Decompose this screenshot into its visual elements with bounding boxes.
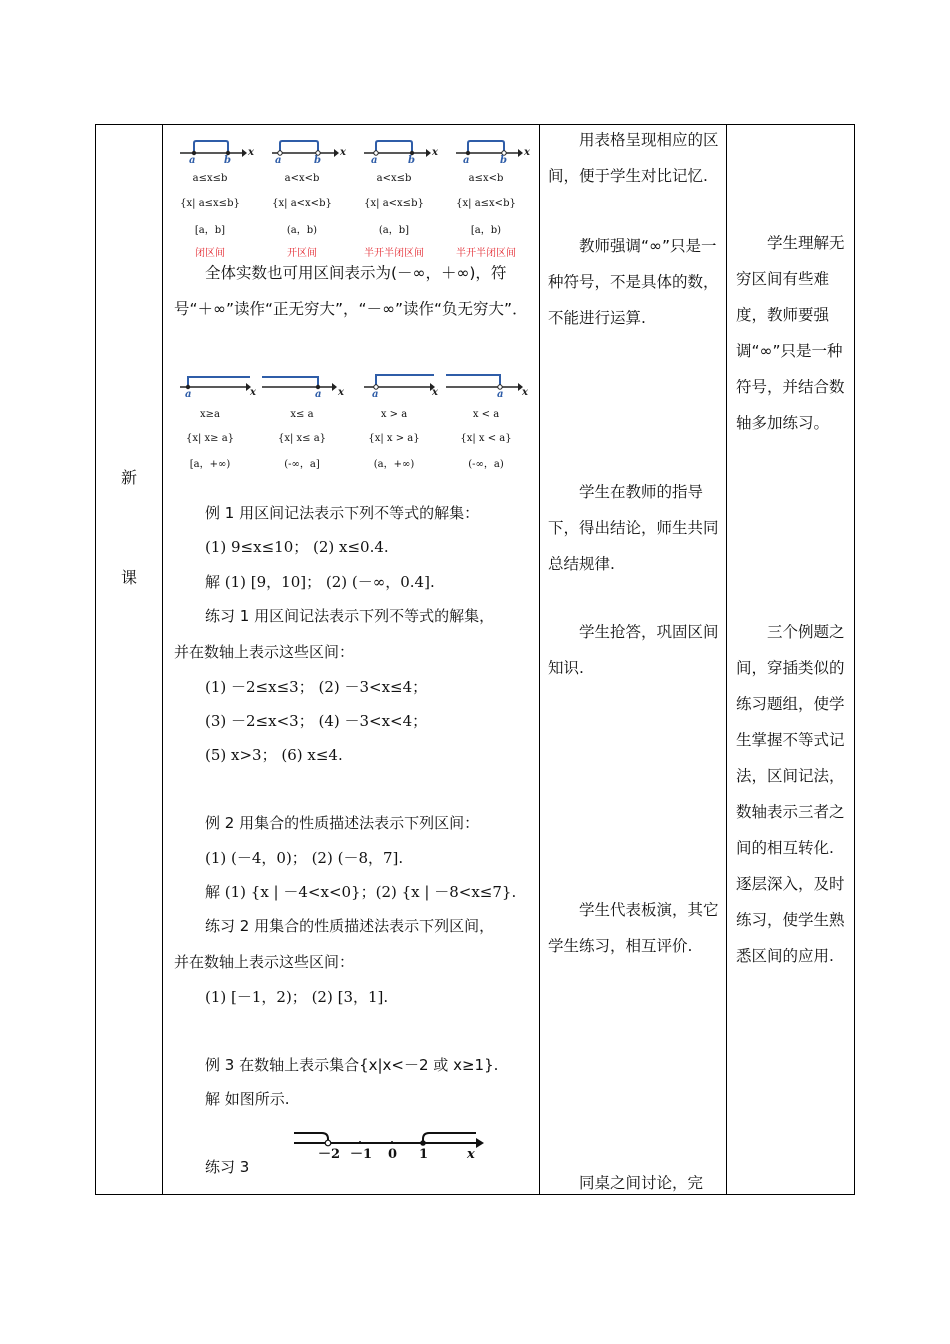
number-line-x-leq-a <box>262 377 337 391</box>
set-notation-label: {x| a≤x<b} <box>456 198 516 209</box>
activity-note-6: 同桌之间讨论，完 <box>579 1174 704 1192</box>
infinite-interval-figure <box>170 369 535 469</box>
design-note-1: 学生理解无穷区间有些难度，教师要强调“∞”只是一种符号，并结合数轴多加练习。 <box>736 234 845 432</box>
practice-1-line-1: (1) －2≤x≤3； (2) －3<x≤4； <box>205 678 428 696</box>
design-note-2: 三个例题之间，穿插类似的练习题组，使学生掌握不等式记法，区间记法，数轴表示三者之间的相互转化. 逐层深入，及时练习，使学生熟悉区间的应用. <box>736 623 845 965</box>
infinite-interval-number-lines <box>170 369 535 399</box>
axis-label-a: a <box>371 155 378 166</box>
axis-label-x: x <box>338 387 344 398</box>
set-notation-label: {x| a<x≤b} <box>364 198 424 209</box>
example-2-items: (1) (－4，0)； (2) (－8，7]. <box>205 849 404 867</box>
tick-label-neg2: －2 <box>318 1147 341 1162</box>
interval-notation-label: (a，+∞) <box>373 459 415 470</box>
activity-note-2: 教师强调“∞”只是一种符号，不是具体的数，不能进行运算. <box>548 237 719 327</box>
inequality-label: x < a <box>472 409 500 420</box>
tick-label-0: 0 <box>388 1147 398 1162</box>
main-content-column <box>162 125 539 1194</box>
activity-note-5: 学生代表板演，其它学生练习，相互评价. <box>548 901 719 955</box>
practice-1-line-3: (5) x>3； (6) x≤4. <box>205 746 343 764</box>
activity-note-4: 学生抢答，巩固区间知识. <box>548 623 719 677</box>
tick-label-neg1: －1 <box>350 1147 373 1162</box>
axis-label-x: x <box>248 147 254 158</box>
axis-label-x: x <box>432 387 438 398</box>
set-notation-label: {x| a≤x≤b} <box>180 198 240 209</box>
set-notation-label: {x| x > a} <box>368 433 420 444</box>
section-label-char-2: 课 <box>120 568 137 587</box>
example-1-items: (1) 9≤x≤10； (2) x≤0.4. <box>205 538 389 556</box>
interval-notation-label: [a，b] <box>194 225 226 236</box>
interval-type-label: 闭区间 <box>195 248 225 259</box>
example-3-solution: 解 如图所示. <box>205 1090 290 1108</box>
axis-label-a: a <box>497 389 504 400</box>
example-2-title: 例 2 用集合的性质描述法表示下列区间： <box>205 814 480 832</box>
inequality-label: x≥a <box>200 409 220 420</box>
column-divider-2 <box>539 125 540 1194</box>
practice-2-title: 练习 2 用集合的性质描述法表示下列区间， <box>205 917 495 935</box>
axis-label-b: b <box>408 155 415 166</box>
practice-3-title: 练习 3 <box>205 1158 250 1176</box>
tick-label-x: x <box>467 1147 475 1162</box>
axis-label-x: x <box>250 387 256 398</box>
axis-label-x: x <box>524 147 530 158</box>
tick-label-1: 1 <box>419 1147 429 1162</box>
set-notation-label: {x| x < a} <box>460 433 512 444</box>
example-2-solution: 解 (1) {x | －4<x<0}；(2) {x | －8<x≤7}. <box>205 883 517 901</box>
inequality-label: x≤ a <box>290 409 314 420</box>
axis-label-a: a <box>372 389 379 400</box>
interval-type-label: 半开半闭区间 <box>364 248 424 259</box>
activity-note-3: 学生在教师的指导下，得出结论，师生共同总结规律. <box>548 483 719 573</box>
inequality-label: a<x<b <box>284 173 320 184</box>
example-1-solution: 解 (1) [9，10]； (2) (－∞，0.4]. <box>205 573 435 591</box>
axis-label-a: a <box>189 155 196 166</box>
practice-1-title-cont: 并在数轴上表示这些区间： <box>174 643 355 661</box>
interval-notation-label: (a，b) <box>286 225 318 236</box>
section-label-char-1: 新 <box>120 468 137 487</box>
axis-label-x: x <box>340 147 346 158</box>
interval-type-label: 开区间 <box>287 248 317 259</box>
column-divider-3 <box>726 125 727 1194</box>
inequality-label: a≤x<b <box>468 173 504 184</box>
set-notation-label: {x| a<x<b} <box>272 198 332 209</box>
practice-2-title-cont: 并在数轴上表示这些区间： <box>174 953 355 971</box>
axis-label-b: b <box>224 155 231 166</box>
axis-label-a: a <box>315 389 322 400</box>
finite-interval-figure <box>170 135 535 259</box>
axis-label-b: b <box>500 155 507 166</box>
interval-notation-label: [a，+∞) <box>189 459 231 470</box>
axis-label-a: a <box>463 155 470 166</box>
activity-note-1: 用表格呈现相应的区间，便于学生对比记忆. <box>548 131 719 185</box>
axis-label-x: x <box>522 387 528 398</box>
axis-label-b: b <box>314 155 321 166</box>
practice-1-title: 练习 1 用区间记法表示下列不等式的解集， <box>205 607 495 625</box>
interval-notation-label: [a，b) <box>470 225 502 236</box>
lesson-table <box>95 124 855 1195</box>
interval-notation-label: (a，b] <box>378 225 410 236</box>
number-line-open <box>272 141 339 157</box>
inequality-label: x > a <box>380 409 408 420</box>
interval-type-label: 半开半闭区间 <box>456 248 516 259</box>
infinity-paragraph: 全体实数也可用区间表示为(－∞，＋∞)，符号“＋∞”读作“正无穷大”，“－∞”读作“负无穷大”． <box>174 264 528 318</box>
set-notation-label: {x| x≤ a} <box>277 433 327 444</box>
practice-2-items: (1) [－1，2)； (2) [3，1]. <box>205 988 389 1006</box>
axis-label-a: a <box>275 155 282 166</box>
axis-label-x: x <box>432 147 438 158</box>
inequality-label: a<x≤b <box>376 173 412 184</box>
number-line-x-lt-a <box>446 375 523 391</box>
example-1-title: 例 1 用区间记法表示下列不等式的解集： <box>205 504 480 522</box>
axis-label-a: a <box>185 389 192 400</box>
interval-notation-label: (-∞，a) <box>468 459 504 470</box>
inequality-label: a≤x≤b <box>192 173 228 184</box>
set-notation-label: {x| x≥ a} <box>185 433 235 444</box>
interval-notation-label: (-∞，a] <box>284 459 320 470</box>
practice-1-line-2: (3) －2≤x<3； (4) －3<x<4； <box>205 712 428 730</box>
example-3-title: 例 3 在数轴上表示集合{x|x<－2 或 x≥1}. <box>205 1056 499 1074</box>
